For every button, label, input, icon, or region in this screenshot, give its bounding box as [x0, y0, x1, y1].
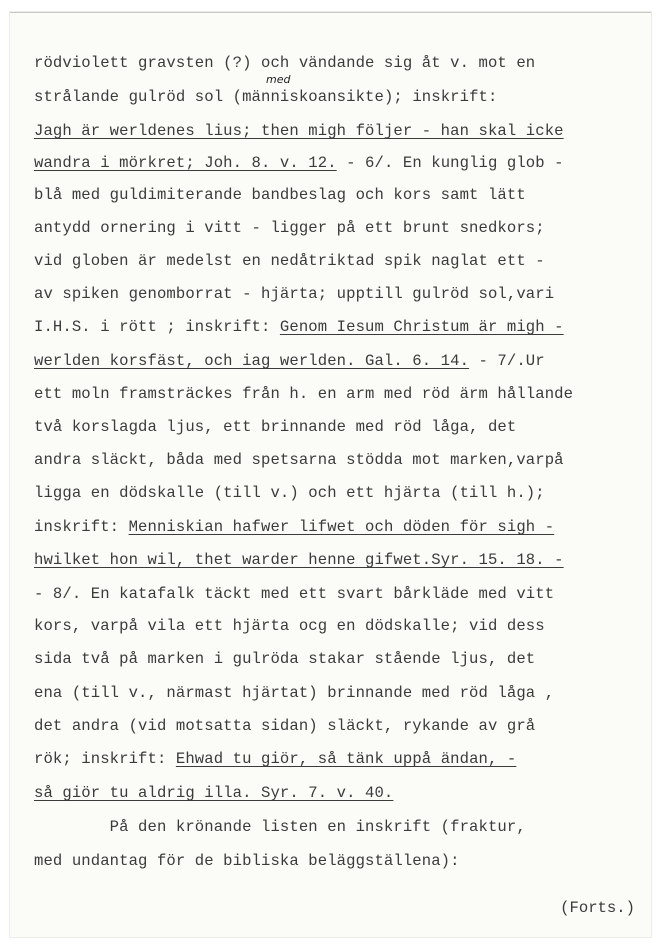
- text-segment: antydd ornering i vitt - ligger på ett brunt snedkors;: [34, 219, 545, 237]
- text-line: [34, 252, 545, 270]
- text-segment: I.H.S. i rött ; inskrift:: [34, 318, 280, 336]
- text-segment: människoansikte); inskrift:: [242, 88, 498, 106]
- text-line: [34, 285, 554, 303]
- text-line: [34, 585, 554, 603]
- text-segment: På den krönande listen en inskrift (fraktur,: [34, 818, 526, 836]
- underlined-quote: Genom Iesum Christum är migh -: [279, 318, 564, 336]
- text-line: [34, 352, 545, 370]
- underlined-quote: hwilket hon wil, thet warder henne gifwet.Syr. 15. 18. -: [34, 551, 564, 569]
- underlined-quote: Ehwad tu giör, så tänk uppå ändan, -: [175, 750, 517, 768]
- handwritten-insertion: med: [266, 73, 291, 86]
- text-line: [34, 818, 526, 836]
- text-segment: - 8/. En katafalk täckt med ett svart bårkläde med vitt: [34, 585, 555, 603]
- text-segment: andra släckt, båda med spetsarna stödda mot marken,varpå: [34, 451, 564, 469]
- text-segment: ett moln framsträckes från h. en arm med röd ärm hållande: [34, 385, 574, 403]
- text-segment: rök; inskrift:: [34, 750, 176, 768]
- text-line: [34, 318, 564, 336]
- underlined-quote: werlden korsfäst, och iag werlden. Gal. 6. 14.: [34, 352, 470, 370]
- text-segment: ena (till v., närmast hjärtat) brinnande med röd låga ,: [34, 684, 555, 702]
- continuation-note: (Forts.): [560, 899, 635, 917]
- text-segment: inskrift:: [34, 518, 129, 536]
- text-line: [34, 484, 545, 502]
- text-segment: strålande gulröd sol (: [34, 88, 243, 106]
- text-line: [34, 122, 564, 140]
- text-segment: - 6/. En kunglig glob -: [336, 154, 564, 172]
- text-segment: vid globen är medelst en nedåtriktad spik naglat ett -: [34, 252, 545, 270]
- text-line: [34, 750, 516, 768]
- text-line: [34, 617, 545, 635]
- text-segment: av spiken genomborrat - hjärta; upptill gulröd sol,vari: [34, 285, 555, 303]
- text-line: [34, 518, 554, 536]
- text-line: [34, 717, 535, 735]
- text-line: [34, 650, 535, 668]
- text-segment: rödviolett gravsten (?) och vändande sig åt v. mot en: [34, 54, 536, 72]
- text-line: [34, 451, 564, 469]
- text-line: [34, 852, 460, 870]
- text-line: [34, 219, 545, 237]
- text-segment: två korslagda ljus, ett brinnande med röd låga, det: [34, 418, 517, 436]
- text-line: [34, 684, 554, 702]
- text-segment: ligga en dödskalle (till v.) och ett hjärta (till h.);: [34, 484, 545, 502]
- text-line: [34, 154, 564, 172]
- underlined-quote: Jagh är werldenes lius; then migh följer - han skal icke: [34, 122, 564, 140]
- underlined-quote: wandra i mörkret; Joh. 8. v. 12.: [34, 154, 337, 172]
- text-segment: det andra (vid motsatta sidan) släckt, rykande av grå: [34, 717, 536, 735]
- text-line: [34, 418, 516, 436]
- underlined-quote: så giör tu aldrig illa. Syr. 7. v. 40.: [34, 784, 394, 802]
- text-line: [34, 551, 564, 569]
- text-segment: kors, varpå vila ett hjärta ocg en dödskalle; vid dess: [34, 617, 545, 635]
- text-segment: sida två på marken i gulröda stakar stående ljus, det: [34, 650, 536, 668]
- text-line: [34, 385, 573, 403]
- underlined-quote: Menniskian hafwer lifwet och döden för sigh -: [128, 518, 555, 536]
- text-segment: med undantag för de bibliska beläggställena):: [34, 852, 460, 870]
- text-line: [34, 784, 393, 802]
- text-line: [34, 88, 497, 106]
- text-segment: blå med guldimiterande bandbeslag och kors samt lätt: [34, 186, 526, 204]
- text-line: [34, 54, 535, 72]
- text-segment: - 7/.Ur: [469, 352, 545, 370]
- text-line: [34, 186, 526, 204]
